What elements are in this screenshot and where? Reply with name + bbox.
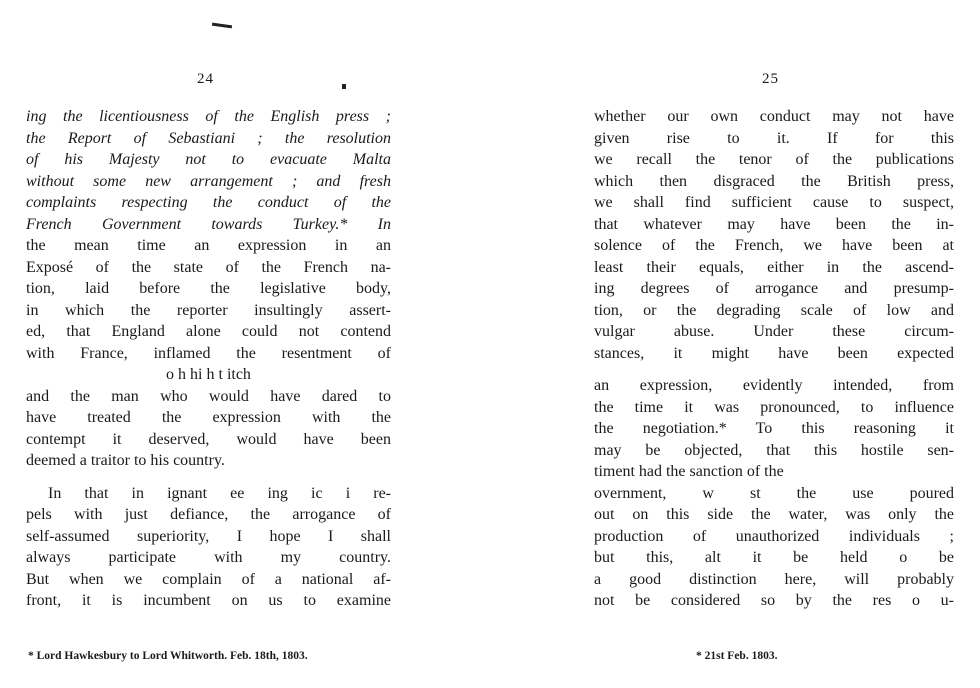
text-line: we recall the tenor of the publications [594, 151, 954, 168]
text-line: front, it is incumbent on us to examine [26, 592, 391, 609]
text-line: deemed a traitor to his country. [26, 452, 225, 469]
text-line: ed, that England alone could not contend [26, 323, 391, 340]
ink-mark [212, 23, 232, 29]
text-line: that whatever may have been the in- [594, 215, 954, 233]
text-line: given rise to it. If for this [594, 129, 954, 147]
text-line: complaints respecting the conduct of the [26, 194, 391, 211]
text-line: but this, alt it be held o be [594, 549, 954, 566]
page-number-right: 25 [762, 71, 779, 87]
text-line: vulgar abuse. Under these circum- [594, 323, 954, 340]
text-line: a good distinction here, will probably [594, 570, 954, 588]
text-line: least their equals, either in the ascend- [594, 258, 954, 276]
text-line: which then disgraced the British press, [594, 172, 954, 190]
text-line: timent had the sanction of the [594, 463, 784, 480]
text-line: solence of the French, we have been at [594, 237, 954, 254]
ink-dot [342, 84, 346, 89]
text-line: But when we complain of a national af- [26, 570, 391, 588]
text-line: out on this side the water, was only the [594, 506, 954, 523]
text-line: the Report of Sebastiani ; the resolution [26, 129, 391, 147]
text-line: of his Majesty not to evacuate Malta [26, 151, 391, 168]
left-page-text [26, 106, 391, 612]
text-line: the mean time an expression in an [26, 237, 391, 254]
text-line: self-assumed superiority, I hope I shall [26, 527, 391, 545]
text-line: production of unauthorized individuals ; [594, 527, 954, 545]
footnote-right: * 21st Feb. 1803. [696, 650, 778, 662]
text-line: o h hi h t itch [166, 366, 251, 383]
text-line: with France, inflamed the resentment of [26, 344, 391, 362]
text-line: ing the licentiousness of the English press ; [26, 108, 391, 125]
text-line: the time it was pronounced, to influence [594, 398, 954, 416]
text-line: we shall find sufficient cause to suspect, [594, 194, 954, 211]
text-line [26, 472, 391, 483]
right-page [490, 0, 980, 688]
text-line: have treated the expression with the [26, 409, 391, 426]
text-line: not be considered so by the res o u- [594, 592, 954, 609]
text-line: ing degrees of arrogance and presump- [594, 280, 954, 297]
text-line: always participate with my country. [26, 549, 391, 566]
text-line: without some new arrangement ; and fresh [26, 172, 391, 190]
text-line: an expression, evidently intended, from [594, 377, 954, 394]
text-line: overnment, w st the use poured [594, 484, 954, 502]
text-line: and the man who would have dared to [26, 387, 391, 405]
text-line: contempt it deserved, would have been [26, 430, 391, 448]
footnote-left: * Lord Hawkesbury to Lord Whitworth. Feb. 18th, 1803. [28, 650, 308, 662]
text-line: pels with just defiance, the arrogance of [26, 506, 391, 523]
page-number-left: 24 [197, 71, 214, 87]
text-line: In that in ignant ee ing ic i re- [48, 484, 391, 502]
text-line: French Government towards Turkey.* In [26, 215, 391, 233]
text-line: whether our own conduct may not have [594, 108, 954, 125]
right-page-text [594, 106, 954, 612]
text-line: in which the reporter insultingly assert- [26, 301, 391, 319]
text-line: Exposé of the state of the French na- [26, 258, 391, 276]
text-line: tion, or the degrading scale of low and [594, 301, 954, 319]
text-line: may be objected, that this hostile sen- [594, 441, 954, 459]
text-line: stances, it might have been expected [594, 344, 954, 362]
text-line [594, 364, 954, 375]
text-line: the negotiation.* To this reasoning it [594, 420, 954, 437]
text-line: tion, laid before the legislative body, [26, 280, 391, 297]
